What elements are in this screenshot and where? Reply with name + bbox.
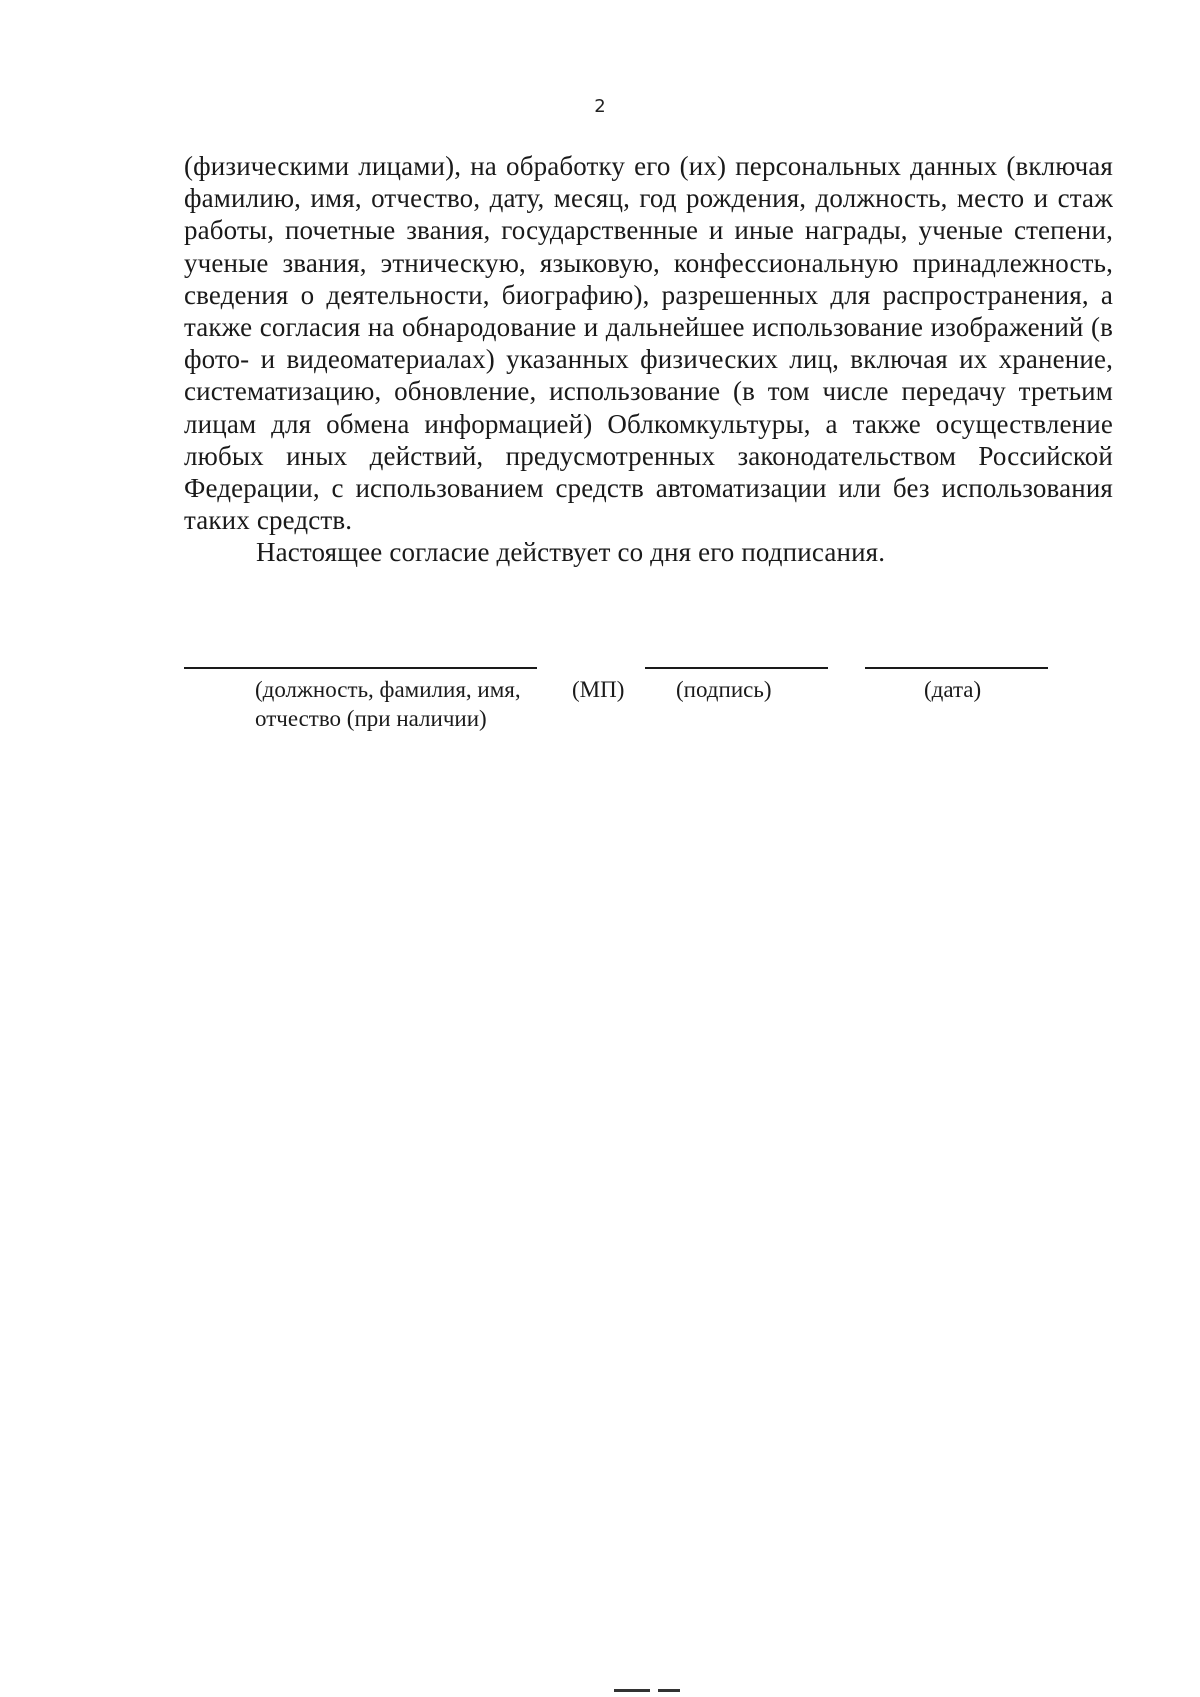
position-name-label: (должность, фамилия, имя,: [255, 677, 521, 702]
date-label: (дата): [924, 677, 982, 702]
document-body: [184, 150, 1113, 569]
seal-label: (МП): [572, 677, 625, 702]
date-line: [865, 667, 1048, 669]
consent-paragraph: (физическими лицами), на обработку его (их) персональных данных (включая фамилию, имя, отчество, дату, месяц, год рождения, должность, место и стаж работы, почетные звания, государственные и иные награды, ученые степени, ученые звания, этническую, языковую, конфессиональную принадлежность, сведения о деятельности, биографию), разрешенных для распространения, а также согласия на обнародование и дальнейшее использование изображений (в фото- и видеоматериалах) указанных физических лиц, включая их хранение, систематизацию, обновление, использование (в том числе передачу третьим лицам для обмена информацией) Облкомкультуры, а также осуществление любых иных действий, предусмотренных законодательством Российской Федерации, с использованием средств автоматизации или без использования таких средств.: [184, 151, 1113, 536]
validity-paragraph: Настоящее согласие действует со дня его подписания.: [256, 537, 886, 568]
position-name-line: [184, 667, 537, 669]
footer-scan-mark: [614, 1689, 684, 1693]
page-number: 2: [594, 96, 606, 117]
signature-label: (подпись): [676, 677, 772, 702]
signature-line: [645, 667, 828, 669]
position-name-label-continued: отчество (при наличии): [255, 706, 487, 731]
